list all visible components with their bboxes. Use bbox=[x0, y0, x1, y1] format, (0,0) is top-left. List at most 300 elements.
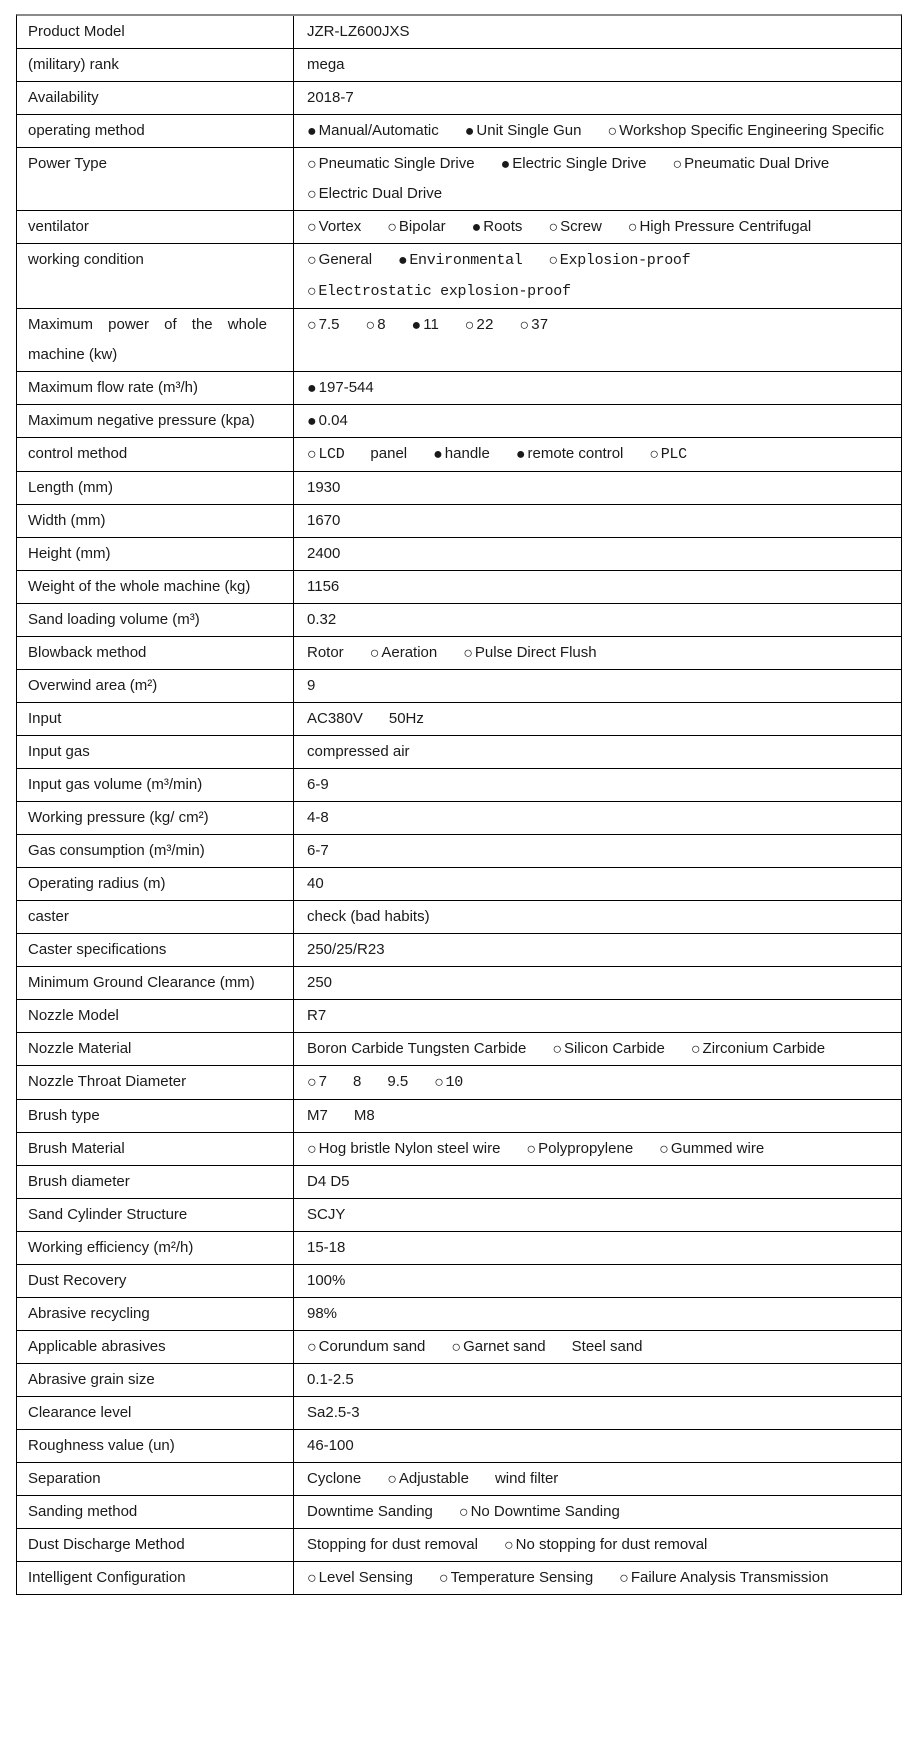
table-row bbox=[17, 868, 901, 901]
row-value bbox=[293, 1397, 901, 1429]
table-row bbox=[17, 1364, 901, 1397]
row-label: Brush diameter bbox=[28, 1173, 130, 1190]
row-value bbox=[293, 1166, 901, 1198]
value-segment bbox=[307, 406, 348, 436]
segment-text: 197-544 bbox=[318, 379, 374, 396]
radio-on-icon: ● bbox=[307, 123, 317, 140]
radio-off-icon: ○ bbox=[552, 1041, 562, 1058]
row-label: Minimum Ground Clearance (mm) bbox=[28, 974, 255, 991]
row-label: Abrasive recycling bbox=[28, 1305, 150, 1322]
table-row bbox=[17, 1166, 901, 1199]
value-segment bbox=[370, 439, 407, 469]
segment-text: D4 D5 bbox=[307, 1173, 350, 1190]
segment-text: 0.04 bbox=[318, 412, 348, 429]
table-row bbox=[17, 736, 901, 769]
value-segment bbox=[434, 1068, 463, 1098]
value-segment bbox=[501, 149, 647, 179]
segment-text: 11 bbox=[423, 316, 439, 333]
row-value bbox=[293, 1066, 901, 1099]
row-value bbox=[293, 1298, 901, 1330]
value-segment bbox=[619, 1563, 828, 1593]
value-segment bbox=[307, 1266, 345, 1296]
segment-text: LCD bbox=[318, 446, 345, 463]
value-segment bbox=[307, 1299, 337, 1329]
table-row bbox=[17, 1397, 901, 1430]
table-row bbox=[17, 1033, 901, 1066]
table-row bbox=[17, 16, 901, 49]
value-segment bbox=[307, 803, 329, 833]
row-label: Sand loading volume (m³) bbox=[28, 611, 200, 628]
table-row bbox=[17, 1000, 901, 1033]
table-row bbox=[17, 244, 901, 309]
row-label: Abrasive grain size bbox=[28, 1371, 155, 1388]
row-value bbox=[293, 736, 901, 768]
row-label: Dust Recovery bbox=[28, 1272, 127, 1289]
radio-off-icon: ○ bbox=[307, 1339, 317, 1356]
table-row bbox=[17, 967, 901, 1000]
segment-text: No stopping for dust removal bbox=[515, 1536, 708, 1553]
table-row bbox=[17, 637, 901, 670]
value-segment bbox=[463, 638, 596, 668]
value-segment bbox=[572, 1332, 643, 1362]
value-segment bbox=[307, 440, 344, 470]
value-segment bbox=[389, 704, 424, 734]
value-segment bbox=[307, 770, 329, 800]
radio-off-icon: ○ bbox=[619, 1570, 629, 1587]
row-label: Intelligent Configuration bbox=[28, 1569, 186, 1586]
value-segment bbox=[307, 539, 340, 569]
radio-off-icon: ○ bbox=[307, 317, 317, 334]
value-segment bbox=[691, 1034, 825, 1064]
table-row bbox=[17, 670, 901, 703]
row-value bbox=[293, 405, 901, 437]
segment-text: Sa2.5-3 bbox=[307, 1404, 360, 1421]
row-label: (military) rank bbox=[28, 56, 119, 73]
value-segment bbox=[307, 373, 374, 403]
row-value bbox=[293, 1562, 901, 1594]
row-label: Operating radius (m) bbox=[28, 875, 166, 892]
row-label: Input gas volume (m³/min) bbox=[28, 776, 203, 793]
value-segment bbox=[307, 212, 361, 242]
table-row bbox=[17, 1265, 901, 1298]
table-row bbox=[17, 309, 901, 372]
segment-text: Stopping for dust removal bbox=[307, 1536, 478, 1553]
segment-text: High Pressure Centrifugal bbox=[639, 218, 812, 235]
segment-text: Corundum sand bbox=[318, 1338, 426, 1355]
segment-text: Environmental bbox=[409, 252, 523, 269]
value-segment bbox=[607, 116, 884, 146]
segment-text: PLC bbox=[660, 446, 687, 463]
row-value bbox=[293, 1232, 901, 1264]
radio-off-icon: ○ bbox=[307, 1074, 317, 1091]
row-value bbox=[293, 16, 901, 48]
segment-text: 7 bbox=[318, 1073, 328, 1090]
spec-table bbox=[16, 14, 902, 1595]
value-segment bbox=[387, 1067, 408, 1097]
value-segment bbox=[307, 836, 329, 866]
row-label: Sand Cylinder Structure bbox=[28, 1206, 188, 1223]
radio-on-icon: ● bbox=[411, 317, 422, 334]
table-row bbox=[17, 1430, 901, 1463]
value-segment bbox=[307, 277, 571, 307]
segment-text: Explosion-proof bbox=[559, 252, 691, 269]
segment-text: panel bbox=[370, 445, 408, 462]
value-segment bbox=[307, 935, 385, 965]
value-segment bbox=[307, 902, 430, 932]
radio-off-icon: ○ bbox=[307, 156, 317, 173]
segment-text: Boron Carbide Tungsten Carbide bbox=[307, 1040, 527, 1057]
row-value bbox=[293, 1463, 901, 1495]
row-label: Working pressure (kg/ cm²) bbox=[28, 809, 209, 826]
radio-off-icon: ○ bbox=[387, 219, 397, 236]
value-segment bbox=[307, 1332, 425, 1362]
segment-text: 0.32 bbox=[307, 611, 337, 628]
row-value bbox=[293, 438, 901, 471]
row-value bbox=[293, 309, 901, 371]
row-value bbox=[293, 1430, 901, 1462]
value-segment bbox=[307, 1200, 345, 1230]
row-value bbox=[293, 82, 901, 114]
segment-text: Electric Dual Drive bbox=[318, 185, 443, 202]
segment-text: remote control bbox=[527, 445, 624, 462]
table-row bbox=[17, 1298, 901, 1331]
value-segment bbox=[459, 1497, 620, 1527]
value-segment bbox=[307, 1497, 433, 1527]
radio-off-icon: ○ bbox=[627, 219, 638, 236]
row-label: Product Model bbox=[28, 23, 125, 40]
segment-text: 8 bbox=[353, 1073, 362, 1090]
segment-text: 15-18 bbox=[307, 1239, 346, 1256]
row-value bbox=[293, 670, 901, 702]
value-segment bbox=[307, 605, 336, 635]
table-row bbox=[17, 49, 901, 82]
value-segment bbox=[307, 179, 442, 209]
segment-text: Bipolar bbox=[398, 218, 446, 235]
radio-off-icon: ○ bbox=[307, 252, 317, 269]
segment-text: AC380V bbox=[307, 710, 363, 727]
radio-off-icon: ○ bbox=[307, 283, 317, 301]
value-segment bbox=[412, 310, 439, 340]
row-value bbox=[293, 1331, 901, 1363]
row-value bbox=[293, 211, 901, 243]
segment-text: Hog bristle Nylon steel wire bbox=[318, 1140, 501, 1157]
value-segment bbox=[307, 50, 345, 80]
value-segment bbox=[526, 1134, 633, 1164]
row-label: Nozzle Model bbox=[28, 1007, 119, 1024]
value-segment bbox=[465, 311, 494, 341]
row-value bbox=[293, 802, 901, 834]
value-segment bbox=[307, 245, 372, 275]
segment-text: Steel sand bbox=[571, 1338, 643, 1355]
radio-off-icon: ○ bbox=[365, 317, 376, 334]
table-row bbox=[17, 571, 901, 604]
segment-text: 37 bbox=[530, 317, 549, 334]
segment-text: Electrostatic explosion-proof bbox=[318, 283, 571, 300]
row-label: Clearance level bbox=[28, 1404, 132, 1421]
segment-text: 2400 bbox=[307, 545, 341, 562]
value-segment bbox=[307, 116, 439, 146]
segment-text: 4-8 bbox=[307, 809, 329, 826]
segment-text: General bbox=[318, 251, 373, 268]
segment-text: Temperature Sensing bbox=[450, 1569, 594, 1586]
value-segment bbox=[307, 1067, 327, 1097]
value-segment bbox=[465, 116, 582, 146]
value-segment bbox=[307, 671, 315, 701]
radio-off-icon: ○ bbox=[672, 156, 683, 173]
row-label: Separation bbox=[28, 1470, 101, 1487]
radio-off-icon: ○ bbox=[451, 1339, 462, 1356]
segment-text: Aeration bbox=[381, 644, 438, 661]
value-segment bbox=[439, 1563, 593, 1593]
row-value bbox=[293, 703, 901, 735]
segment-text: 50Hz bbox=[388, 710, 424, 727]
row-value bbox=[293, 868, 901, 900]
value-segment bbox=[366, 310, 386, 340]
value-segment bbox=[307, 1563, 413, 1593]
value-segment bbox=[307, 869, 324, 899]
row-label: Maximum negative pressure (kpa) bbox=[28, 412, 255, 429]
value-segment bbox=[307, 1167, 350, 1197]
radio-off-icon: ○ bbox=[387, 1471, 397, 1488]
value-segment bbox=[659, 1134, 764, 1164]
segment-text: Roots bbox=[483, 218, 523, 235]
table-row bbox=[17, 604, 901, 637]
segment-text: Vortex bbox=[318, 218, 362, 235]
row-label: Weight of the whole machine (kg) bbox=[28, 578, 251, 595]
value-segment bbox=[472, 212, 523, 242]
radio-off-icon: ○ bbox=[526, 1141, 537, 1158]
segment-text: 1156 bbox=[307, 578, 340, 595]
radio-off-icon: ○ bbox=[307, 1570, 317, 1587]
row-label: Availability bbox=[28, 89, 99, 106]
table-row bbox=[17, 1562, 901, 1594]
row-label: Power Type bbox=[28, 155, 107, 172]
segment-text: 7.5 bbox=[318, 316, 340, 333]
row-label: Caster specifications bbox=[28, 941, 167, 958]
row-value bbox=[293, 49, 901, 81]
radio-on-icon: ● bbox=[464, 123, 475, 140]
segment-text: 1670 bbox=[307, 512, 341, 529]
table-row bbox=[17, 769, 901, 802]
value-segment bbox=[307, 1233, 345, 1263]
segment-text: M7 bbox=[307, 1107, 328, 1124]
value-segment bbox=[307, 1431, 354, 1461]
table-row bbox=[17, 901, 901, 934]
segment-text: compressed air bbox=[307, 743, 410, 760]
radio-off-icon: ○ bbox=[463, 645, 473, 662]
segment-text: Garnet sand bbox=[463, 1338, 546, 1355]
row-value bbox=[293, 1000, 901, 1032]
table-row bbox=[17, 1199, 901, 1232]
segment-text: Cyclone bbox=[307, 1470, 362, 1487]
value-segment bbox=[307, 310, 340, 340]
row-label: Maximum flow rate (m³/h) bbox=[28, 379, 199, 396]
row-value bbox=[293, 967, 901, 999]
radio-off-icon: ○ bbox=[649, 446, 659, 464]
row-value bbox=[293, 115, 901, 147]
value-segment bbox=[451, 1332, 545, 1362]
segment-text: SCJY bbox=[307, 1206, 346, 1223]
segment-text: 6-9 bbox=[307, 776, 329, 793]
row-value bbox=[293, 604, 901, 636]
value-segment bbox=[307, 1464, 361, 1494]
row-value bbox=[293, 769, 901, 801]
table-row bbox=[17, 438, 901, 472]
row-label: Applicable abrasives bbox=[28, 1338, 166, 1355]
segment-text: handle bbox=[444, 445, 490, 462]
value-segment bbox=[307, 968, 332, 998]
radio-on-icon: ● bbox=[515, 446, 526, 463]
radio-off-icon: ○ bbox=[369, 645, 380, 662]
row-value bbox=[293, 538, 901, 570]
segment-text: R7 bbox=[307, 1007, 327, 1024]
segment-text: 1930 bbox=[307, 479, 341, 496]
row-label: operating method bbox=[28, 122, 145, 139]
segment-text: Silicon Carbide bbox=[563, 1040, 665, 1057]
radio-on-icon: ● bbox=[398, 252, 408, 270]
table-row bbox=[17, 1100, 901, 1133]
segment-text: 10 bbox=[445, 1074, 463, 1091]
value-segment bbox=[520, 311, 549, 341]
table-row bbox=[17, 472, 901, 505]
table-row bbox=[17, 934, 901, 967]
table-row bbox=[17, 802, 901, 835]
value-segment bbox=[307, 17, 410, 47]
value-segment bbox=[398, 246, 522, 276]
segment-text: Pneumatic Dual Drive bbox=[684, 155, 830, 172]
value-segment bbox=[548, 212, 601, 242]
radio-off-icon: ○ bbox=[548, 219, 559, 236]
value-segment bbox=[307, 1134, 500, 1164]
segment-text: mega bbox=[307, 56, 345, 73]
segment-text: 250 bbox=[307, 974, 333, 991]
table-row bbox=[17, 372, 901, 405]
segment-text: Downtime Sanding bbox=[307, 1503, 433, 1520]
row-label: Roughness value (un) bbox=[28, 1437, 175, 1454]
value-segment bbox=[307, 704, 363, 734]
row-value bbox=[293, 835, 901, 867]
row-value bbox=[293, 372, 901, 404]
row-label: Dust Discharge Method bbox=[28, 1536, 185, 1553]
segment-text: Failure Analysis Transmission bbox=[630, 1569, 829, 1586]
segment-text: 40 bbox=[307, 875, 324, 892]
radio-off-icon: ○ bbox=[690, 1041, 701, 1058]
value-segment bbox=[307, 1398, 360, 1428]
value-segment bbox=[353, 1067, 361, 1097]
segment-text: wind filter bbox=[494, 1470, 559, 1487]
segment-text: 6-7 bbox=[307, 842, 329, 859]
value-segment bbox=[672, 149, 829, 179]
value-segment bbox=[370, 638, 438, 668]
table-row bbox=[17, 148, 901, 211]
radio-off-icon: ○ bbox=[519, 317, 529, 335]
row-label: Width (mm) bbox=[28, 512, 106, 529]
radio-off-icon: ○ bbox=[548, 252, 558, 270]
row-value bbox=[293, 1529, 901, 1561]
value-segment bbox=[433, 439, 490, 469]
row-value bbox=[293, 1496, 901, 1528]
table-row bbox=[17, 1463, 901, 1496]
segment-text: 100% bbox=[307, 1272, 346, 1289]
segment-text: Pneumatic Single Drive bbox=[318, 155, 475, 172]
row-value bbox=[293, 1100, 901, 1132]
row-value bbox=[293, 1364, 901, 1396]
row-value bbox=[293, 901, 901, 933]
segment-text: check (bad habits) bbox=[307, 908, 430, 925]
segment-text: Gummed wire bbox=[670, 1140, 765, 1157]
segment-text: Polypropylene bbox=[538, 1140, 634, 1157]
row-label: Sanding method bbox=[28, 1503, 138, 1520]
segment-text: Pulse Direct Flush bbox=[474, 644, 597, 661]
segment-text: Unit Single Gun bbox=[476, 122, 582, 139]
radio-on-icon: ● bbox=[307, 380, 317, 397]
value-segment bbox=[387, 1464, 469, 1494]
row-value bbox=[293, 472, 901, 504]
table-row bbox=[17, 405, 901, 438]
segment-text: 22 bbox=[476, 317, 494, 334]
row-value bbox=[293, 244, 901, 308]
segment-text: 2018-7 bbox=[307, 89, 354, 106]
row-value bbox=[293, 571, 901, 603]
table-row bbox=[17, 1529, 901, 1562]
row-value bbox=[293, 148, 901, 210]
row-label: Maximum power of the whole machine (kw) bbox=[28, 316, 267, 363]
value-segment bbox=[307, 506, 340, 536]
segment-text: Workshop Specific Engineering Specific bbox=[619, 122, 884, 139]
segment-text: Electric Single Drive bbox=[512, 155, 647, 172]
table-row bbox=[17, 82, 901, 115]
table-row bbox=[17, 115, 901, 148]
table-row bbox=[17, 505, 901, 538]
row-label: Working efficiency (m²/h) bbox=[28, 1239, 194, 1256]
value-segment bbox=[307, 737, 410, 767]
table-row bbox=[17, 1496, 901, 1529]
row-value bbox=[293, 1033, 901, 1065]
row-label: Input bbox=[28, 710, 62, 727]
row-label: ventilator bbox=[28, 218, 89, 235]
radio-off-icon: ○ bbox=[607, 123, 618, 140]
value-segment bbox=[307, 1101, 328, 1131]
value-segment bbox=[516, 439, 624, 469]
row-label: Height (mm) bbox=[28, 545, 111, 562]
value-segment bbox=[504, 1530, 707, 1560]
segment-text: No Downtime Sanding bbox=[470, 1503, 620, 1520]
row-value bbox=[293, 1199, 901, 1231]
value-segment bbox=[307, 638, 344, 668]
value-segment bbox=[628, 212, 811, 242]
radio-on-icon: ● bbox=[433, 446, 443, 463]
radio-off-icon: ○ bbox=[458, 1504, 469, 1521]
table-row bbox=[17, 1133, 901, 1166]
value-segment bbox=[307, 83, 354, 113]
radio-on-icon: ● bbox=[500, 156, 511, 173]
value-segment bbox=[649, 440, 686, 470]
segment-text: Zirconium Carbide bbox=[702, 1040, 826, 1057]
row-label: Blowback method bbox=[28, 644, 147, 661]
value-segment bbox=[552, 1034, 665, 1064]
table-row bbox=[17, 703, 901, 736]
value-segment bbox=[307, 572, 339, 602]
radio-off-icon: ○ bbox=[438, 1570, 449, 1587]
segment-text: 9.5 bbox=[387, 1073, 409, 1090]
value-segment bbox=[307, 1530, 478, 1560]
row-label: control method bbox=[28, 445, 128, 462]
segment-text: Manual/Automatic bbox=[318, 122, 439, 139]
segment-text: 0.1-2.5 bbox=[307, 1371, 354, 1388]
row-value bbox=[293, 1133, 901, 1165]
value-segment bbox=[307, 1034, 526, 1064]
row-label: working condition bbox=[28, 251, 144, 268]
